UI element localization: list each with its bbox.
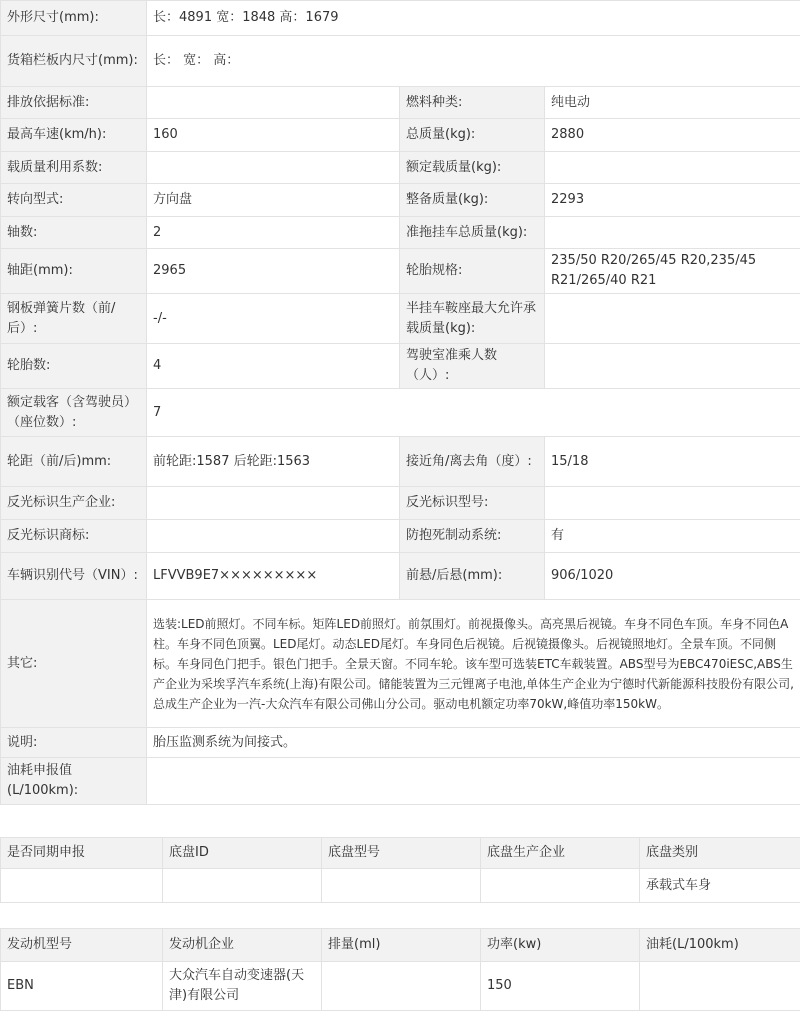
tire-spec-value: 235/50 R20/265/45 R20,235/45 R21/265/40 R21: [545, 249, 800, 294]
angle-label: 接近角/离去角（度）:: [400, 437, 545, 487]
spec-row-tires: [1, 344, 800, 389]
engine-header-model: 发动机型号: [1, 929, 163, 962]
track-label: 轮距（前/后)mm:: [1, 437, 147, 487]
saddle-value: [545, 294, 800, 344]
reflect-model-label: 反光标识型号:: [400, 487, 545, 520]
chassis-category: 承载式车身: [640, 869, 800, 903]
spec-row-vin: [1, 553, 800, 600]
note-label: 说明:: [1, 728, 147, 758]
reflect-maker-value: [147, 487, 400, 520]
angle-value: 15/18: [545, 437, 800, 487]
engine-header-fuel: 油耗(L/100km): [640, 929, 800, 962]
engine-data-row: [1, 962, 800, 1011]
tires-label: 轮胎数:: [1, 344, 147, 389]
wheelbase-label: 轴距(mm):: [1, 249, 147, 294]
chassis-model: [322, 869, 481, 903]
chassis-header-row: [1, 838, 800, 869]
curb-mass-label: 整备质量(kg):: [400, 184, 545, 217]
chassis-table: [0, 837, 800, 903]
engine-table: [0, 928, 800, 1011]
leaf-spring-label: 钢板弹簧片数（前/后）:: [1, 294, 147, 344]
other-label: 其它:: [1, 600, 147, 728]
note-value: 胎压监测系统为间接式。: [147, 728, 800, 758]
spec-row-passengers: [1, 389, 800, 437]
emission-label: 排放依据标准:: [1, 87, 147, 119]
chassis-maker: [481, 869, 640, 903]
engine-header-maker: 发动机企业: [163, 929, 322, 962]
spec-row-fuel-consumption: [1, 758, 800, 805]
cargo-value: 长： 宽： 高：: [147, 36, 800, 87]
chassis-header-maker: 底盘生产企业: [481, 838, 640, 869]
load-util-label: 载质量利用系数:: [1, 152, 147, 184]
load-util-value: [147, 152, 400, 184]
chassis-header-id: 底盘ID: [163, 838, 322, 869]
engine-fuel: [640, 962, 800, 1011]
rated-load-label: 额定载质量(kg):: [400, 152, 545, 184]
engine-header-power: 功率(kw): [481, 929, 640, 962]
total-mass-label: 总质量(kg):: [400, 119, 545, 152]
reflect-brand-label: 反光标识商标:: [1, 520, 147, 553]
cargo-label: 货箱栏板内尺寸(mm):: [1, 36, 147, 87]
vin-value: LFVVB9E7×××××××××: [147, 553, 400, 600]
spec-row-cargo: [1, 36, 800, 87]
fuel-cons-value: [147, 758, 800, 805]
emission-value: [147, 87, 400, 119]
engine-maker: 大众汽车自动变速器(天津)有限公司: [163, 962, 322, 1011]
chassis-same-period: [1, 869, 163, 903]
total-mass-value: 2880: [545, 119, 800, 152]
chassis-header-same-period: 是否同期申报: [1, 838, 163, 869]
rated-load-value: [545, 152, 800, 184]
fuel-cons-label: 油耗申报值(L/100km):: [1, 758, 147, 805]
max-speed-label: 最高车速(km/h):: [1, 119, 147, 152]
cab-seats-value: [545, 344, 800, 389]
vin-label: 车辆识别代号（VIN）:: [1, 553, 147, 600]
other-value: 选装:LED前照灯。不同车标。矩阵LED前照灯。前氛围灯。前视摄像头。高亮黑后视镜。车身不同色车顶。车身不同色A柱。车身不同色顶翼。LED尾灯。动态LED尾灯。车身同色后视镜。后视镜摄像头。后视镜照地灯。全景车顶。不同侧标。车身同色门把手。银色门把手。全景天窗。不同车轮。该车型可选装ETC车载装置。ABS型号为EBC470iESC,ABS生产企业为采埃孚汽车系统(上海)有限公司。储能装置为三元锂离子电池,单体生产企业为宁德时代新能源科技股份有限公司,总成生产企业为一汽-大众汽车有限公司佛山分公司。驱动电机额定功率70kW,峰值功率150kW。: [147, 600, 800, 728]
max-speed-value: 160: [147, 119, 400, 152]
chassis-header-model: 底盘型号: [322, 838, 481, 869]
overhang-value: 906/1020: [545, 553, 800, 600]
curb-mass-value: 2293: [545, 184, 800, 217]
overhang-label: 前悬/后悬(mm):: [400, 553, 545, 600]
saddle-label: 半挂车鞍座最大允许承载质量(kg):: [400, 294, 545, 344]
rated-pass-value: 7: [147, 389, 800, 437]
spec-row-speed-mass: [1, 119, 800, 152]
tires-value: 4: [147, 344, 400, 389]
spec-row-other: [1, 600, 800, 728]
spec-row-axles: [1, 217, 800, 249]
spec-row-emission-fuel: [1, 87, 800, 119]
spec-row-track: [1, 437, 800, 487]
chassis-id: [163, 869, 322, 903]
fuel-label: 燃料种类:: [400, 87, 545, 119]
reflect-brand-value: [147, 520, 400, 553]
abs-label: 防抱死制动系统:: [400, 520, 545, 553]
spec-row-reflect-maker: [1, 487, 800, 520]
spec-row-spring: [1, 294, 800, 344]
spec-row-dimensions: [1, 1, 800, 36]
rated-pass-label: 额定载客（含驾驶员）（座位数）:: [1, 389, 147, 437]
dimensions-value: 长：4891 宽：1848 高：1679: [147, 1, 800, 36]
steering-label: 转向型式:: [1, 184, 147, 217]
trailer-value: [545, 217, 800, 249]
engine-header-displacement: 排量(ml): [322, 929, 481, 962]
reflect-model-value: [545, 487, 800, 520]
spec-row-note: [1, 728, 800, 758]
dimensions-label: 外形尺寸(mm):: [1, 1, 147, 36]
trailer-label: 准拖挂车总质量(kg):: [400, 217, 545, 249]
wheelbase-value: 2965: [147, 249, 400, 294]
chassis-data-row: [1, 869, 800, 903]
engine-displacement: [322, 962, 481, 1011]
tire-spec-label: 轮胎规格:: [400, 249, 545, 294]
chassis-header-category: 底盘类别: [640, 838, 800, 869]
engine-model: EBN: [1, 962, 163, 1011]
track-value: 前轮距:1587 后轮距:1563: [147, 437, 400, 487]
abs-value: 有: [545, 520, 800, 553]
engine-power: 150: [481, 962, 640, 1011]
spec-row-load: [1, 152, 800, 184]
axles-label: 轴数:: [1, 217, 147, 249]
steering-value: 方向盘: [147, 184, 400, 217]
spec-row-wheelbase: [1, 249, 800, 294]
leaf-spring-value: -/-: [147, 294, 400, 344]
engine-header-row: [1, 929, 800, 962]
reflect-maker-label: 反光标识生产企业:: [1, 487, 147, 520]
fuel-value: 纯电动: [545, 87, 800, 119]
cab-seats-label: 驾驶室准乘人数（人）:: [400, 344, 545, 389]
spec-row-reflect-brand: [1, 520, 800, 553]
spec-row-steering: [1, 184, 800, 217]
axles-value: 2: [147, 217, 400, 249]
